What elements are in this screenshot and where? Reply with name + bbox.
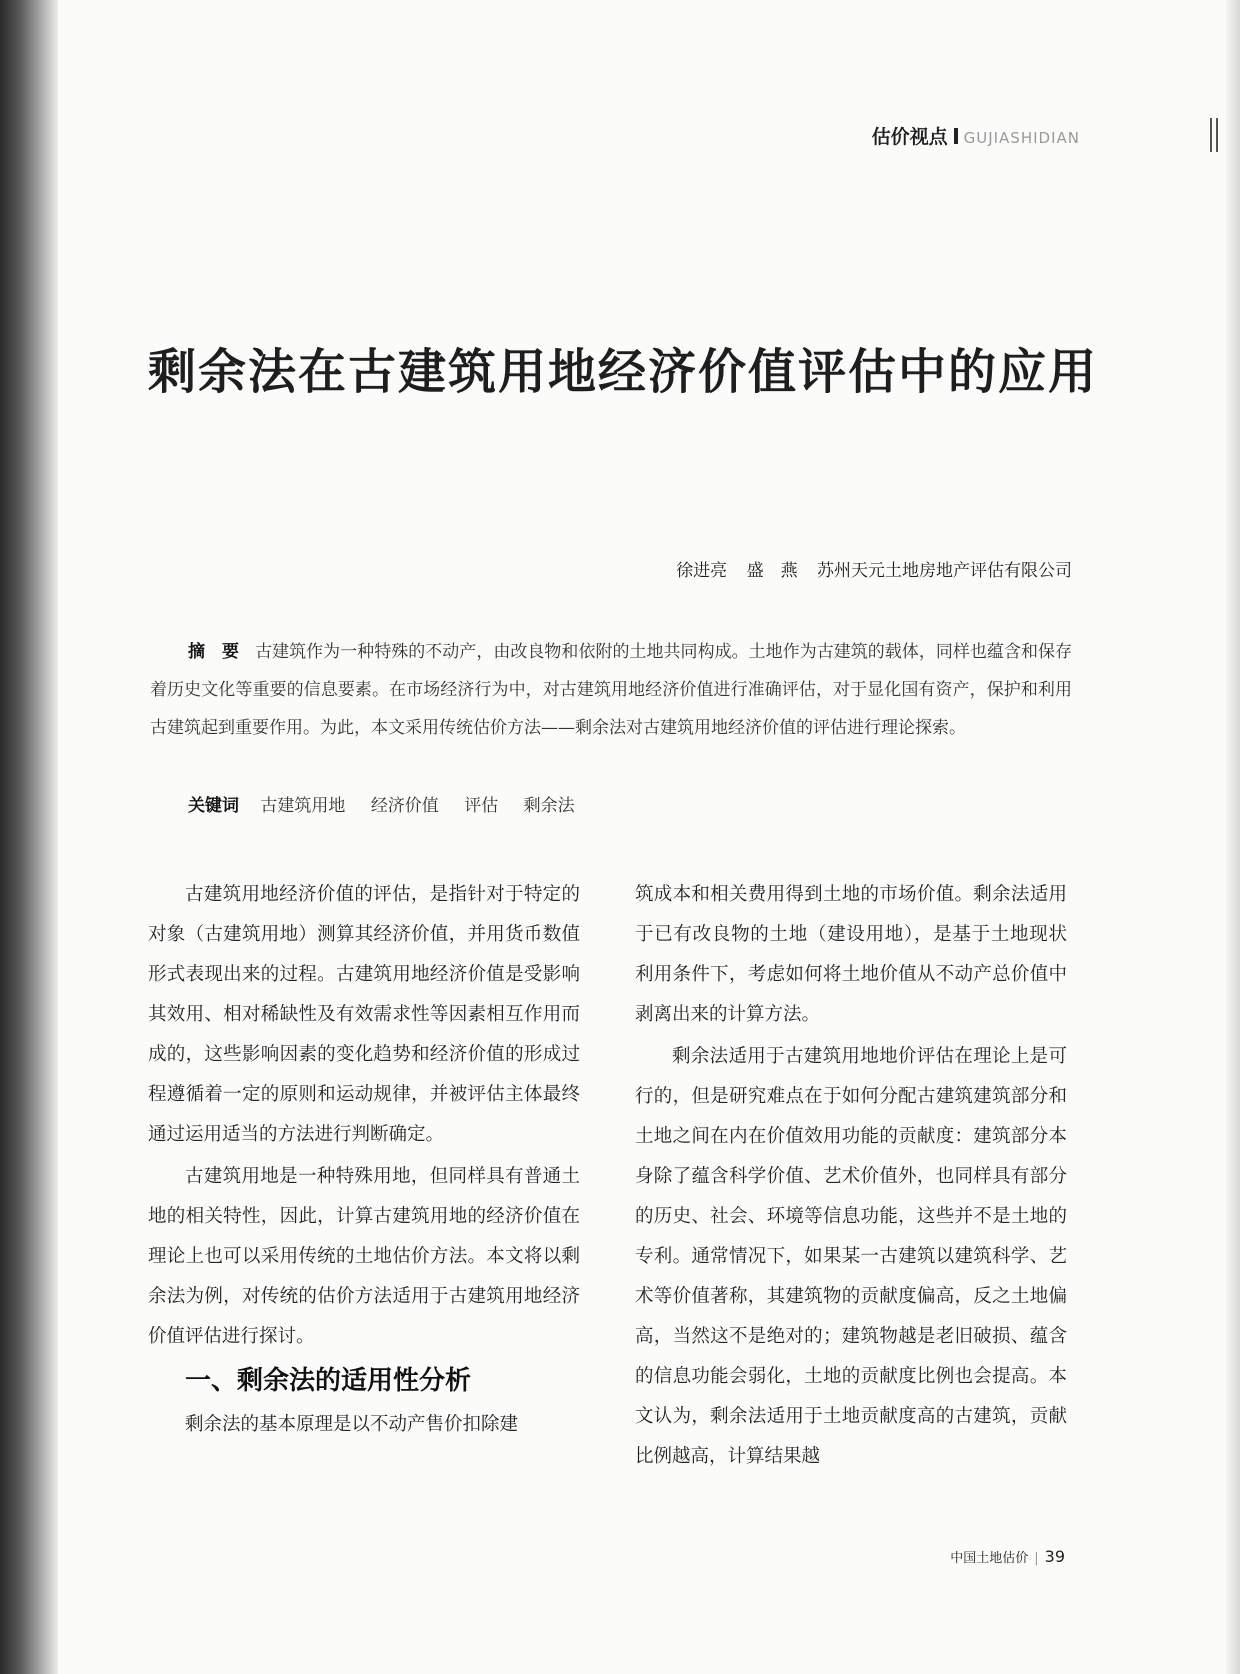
keywords-label: 关键词 — [188, 796, 239, 816]
section-heading: 一、剩余法的适用性分析 — [185, 1366, 472, 1396]
body-paragraph: 古建筑用地是一种特殊用地，但同样具有普通土地的相关特性，因此，计算古建筑用地的经济价值在理论上也可以采用传统的土地估价方法。本文将以剩余法为例，对传统的估价方法适用于古建筑用地经济价值评估进行探讨。 — [148, 1166, 580, 1347]
keyword: 古建筑用地 — [260, 796, 346, 816]
page-footer — [950, 1547, 1065, 1566]
scan-left-shadow — [0, 0, 58, 1674]
body-paragraph: 剩余法适用于古建筑用地地价评估在理论上是可行的，但是研究难点在于如何分配古建筑建筑部分和土地之间在内在价值效用功能的贡献度：建筑部分本身除了蕴含科学价值、艺术价值外，也同样具有部分的历史、社会、环境等信息功能，这些并不是土地的专利。通常情况下，如果某一古建筑以建筑科学、艺术等价值著称，其建筑物的贡献度偏高，反之土地偏高，当然这不是绝对的；建筑物越是老旧破损、蕴含的信息功能会弱化，土地的贡献度比例也会提高。本文认为，剩余法适用于土地贡献度高的古建筑，贡献比例越高，计算结果越 — [635, 1046, 1067, 1467]
body-paragraph: 筑成本和相关费用得到土地的市场价值。剩余法适用于已有改良物的土地（建设用地），是基于土地现状利用条件下，考虑如何将土地价值从不动产总价值中剥离出来的计算方法。 — [635, 884, 1067, 1025]
running-header — [872, 122, 1080, 149]
keyword: 经济价值 — [370, 796, 439, 816]
abstract — [150, 633, 1072, 747]
author-name: 盛 燕 — [746, 561, 798, 581]
article-title: 剩余法在古建筑用地经济价值评估中的应用 — [148, 344, 1099, 400]
scan-edge-mark — [1210, 118, 1212, 152]
header-separator — [954, 128, 958, 144]
abstract-text: 古建筑作为一种特殊的不动产，由改良物和依附的土地共同构成。土地作为古建筑的载体，同样也蕴含和保存着历史文化等重要的信息要素。在市场经济行为中，对古建筑用地经济价值进行准确评估，对于显化国有资产，保护和利用古建筑起到重要作用。为此，本文采用传统估价方法——剩余法对古建筑用地经济价值的评估进行理论探索。 — [150, 642, 1073, 738]
scan-right-edge — [1226, 0, 1240, 1674]
abstract-label: 摘 要 — [188, 642, 240, 662]
header-section: 估价视点 — [871, 126, 948, 148]
author-affiliation: 苏州天元土地房地产评估有限公司 — [817, 561, 1072, 581]
body-column-left — [148, 875, 580, 1445]
body-paragraph: 剩余法的基本原理是以不动产售价扣除建 — [185, 1414, 519, 1435]
author-name: 徐进亮 — [676, 561, 728, 581]
body-paragraph: 古建筑用地经济价值的评估，是指针对于特定的对象（古建筑用地）测算其经济价值，并用货币数值形式表现出来的过程。古建筑用地经济价值是受影响其效用、相对稀缺性及有效需求性等因素相互作用而成的，这些影响因素的变化趋势和经济价值的形成过程遵循着一定的原则和运动规律，并被评估主体最终通过运用适当的方法进行判断确定。 — [148, 884, 580, 1145]
keyword: 剩余法 — [523, 796, 575, 816]
body-column-right — [635, 875, 1067, 1477]
keywords — [188, 787, 1068, 825]
page-number: 39 — [1044, 1547, 1065, 1566]
journal-name: 中国土地估价 — [950, 1551, 1029, 1566]
header-latin: GUJIASHIDIAN — [963, 129, 1080, 147]
author-line — [662, 556, 1072, 581]
scan-edge-mark — [1216, 118, 1218, 152]
footer-separator: | — [1034, 1551, 1039, 1566]
keyword: 评估 — [464, 796, 499, 816]
